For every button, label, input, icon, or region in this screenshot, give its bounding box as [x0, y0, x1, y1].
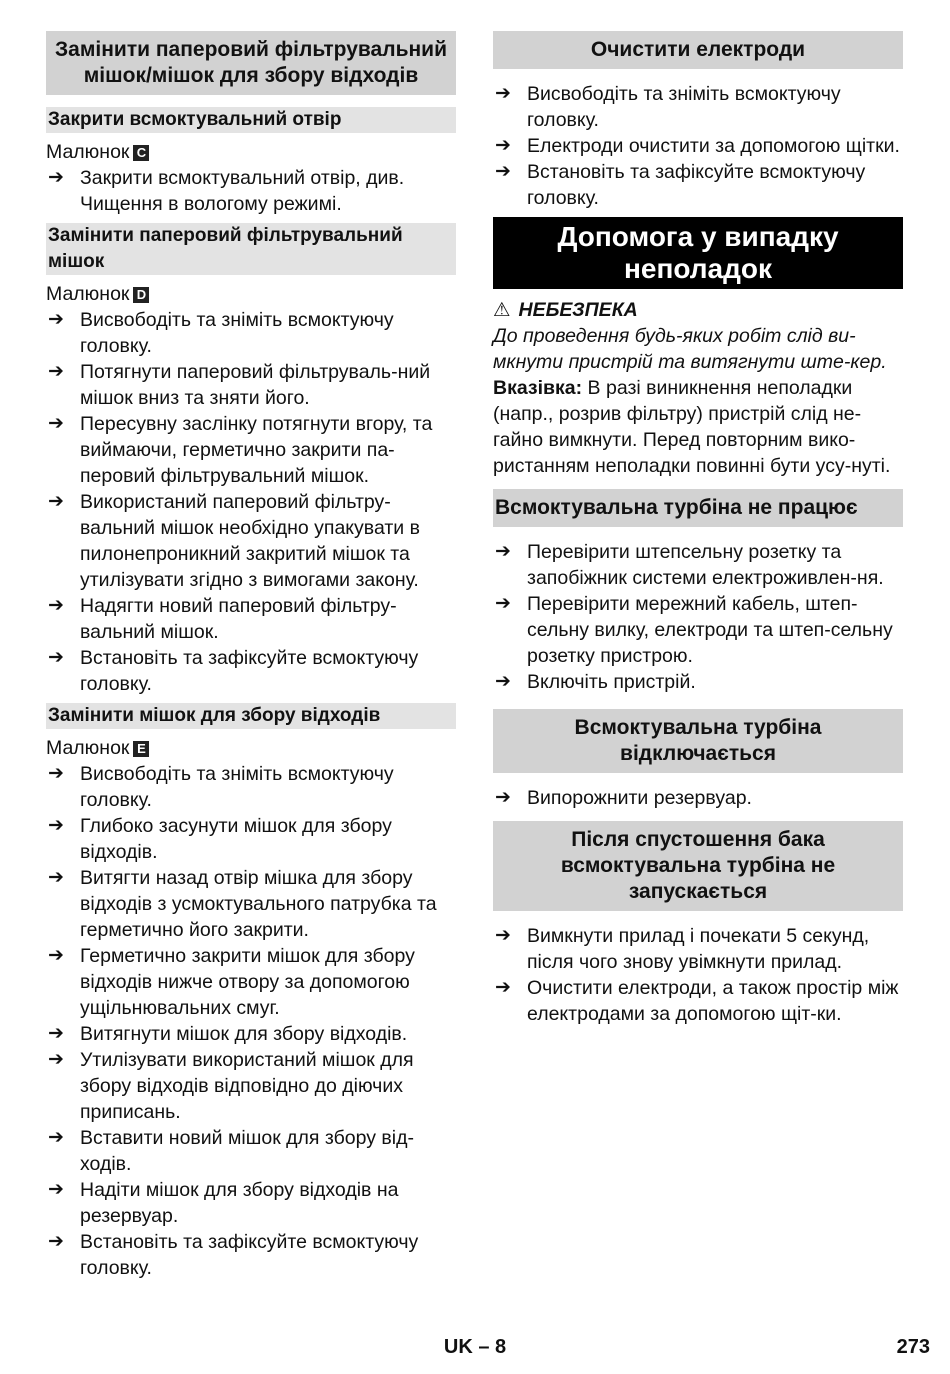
step-text: Перевірити штепсельну розетку та запобіжник системи електроживлен-ня.: [527, 541, 884, 589]
list-item: [46, 489, 456, 593]
arrow-right-icon: ➔: [48, 361, 64, 382]
figure-letter-icon: C: [133, 145, 149, 161]
note-label: Вказівка:: [493, 377, 583, 399]
figure-reference: [46, 281, 456, 307]
list-item: [493, 591, 903, 669]
step-text: Герметично закрити мішок для збору відходів нижче отвору за допомогою ущільнювальних смуг.: [80, 945, 415, 1019]
step-text: Встановіть та зафіксуйте всмоктуючу головку.: [80, 1231, 419, 1279]
step-text: Вимкнути прилад і почекати 5 секунд, після чого знову увімкнути прилад.: [527, 925, 870, 973]
arrow-right-icon: ➔: [495, 671, 511, 692]
steps-list: [493, 81, 903, 211]
arrow-right-icon: ➔: [48, 1049, 64, 1070]
figure-label: Малюнок: [46, 737, 130, 759]
arrow-right-icon: ➔: [48, 763, 64, 784]
list-item: [46, 165, 456, 217]
warning-triangle-icon: ⚠: [493, 299, 511, 321]
arrow-right-icon: ➔: [48, 945, 64, 966]
steps-list: [493, 539, 903, 695]
turbine-off-heading: Всмоктувальна турбіна відключається: [493, 709, 903, 773]
list-item: [46, 1177, 456, 1229]
arrow-right-icon: ➔: [48, 1179, 64, 1200]
section-heading-replace-waste-bag: Замінити мішок для збору відходів: [46, 703, 456, 729]
arrow-right-icon: ➔: [48, 413, 64, 434]
list-item: [493, 133, 903, 159]
step-text: Перевірити мережний кабель, штеп-сельну вилку, електроди та штеп-сельну розетку пристрою.: [527, 593, 893, 667]
step-text: Вставити новий мішок для збору від-ходів.: [80, 1127, 414, 1175]
arrow-right-icon: ➔: [48, 815, 64, 836]
steps-list: [46, 307, 456, 697]
note-text: В разі виникнення неполадки (напр., розрив фільтру) пристрій слід не-гайно вимкнути. Перед повторним вико-ристанням неполадки повинні бути усу-нуті.: [493, 377, 891, 477]
main-heading: Замінити паперовий фільтрувальний мішок/мішок для збору відходів: [46, 31, 456, 95]
arrow-right-icon: ➔: [48, 491, 64, 512]
list-item: [46, 943, 456, 1021]
steps-list: [493, 785, 903, 811]
step-text: Витягнути мішок для збору відходів.: [80, 1023, 408, 1045]
list-item: [46, 1047, 456, 1125]
section-heading-close-intake: Закрити всмоктувальний отвір: [46, 107, 456, 133]
left-column: [46, 31, 456, 1287]
turbine-not-working-heading: Всмоктувальна турбіна не працює: [493, 489, 903, 527]
steps-list: [493, 923, 903, 1027]
list-item: [493, 159, 903, 211]
step-text: Висвободіть та зніміть всмоктуючу головку.: [527, 83, 841, 131]
list-item: [493, 539, 903, 591]
list-item: [46, 1021, 456, 1047]
arrow-right-icon: ➔: [48, 1127, 64, 1148]
step-text: Потягнути паперовий фільтруваль-ний мішок вниз та зняти його.: [80, 361, 431, 409]
note-paragraph: [493, 375, 903, 479]
list-item: [46, 307, 456, 359]
arrow-right-icon: ➔: [48, 1023, 64, 1044]
turbine-no-start-heading: Після спустошення бака всмоктувальна турбіна не запускається: [493, 821, 903, 911]
page-number: 273: [896, 1336, 930, 1358]
arrow-right-icon: ➔: [495, 787, 511, 808]
figure-label: Малюнок: [46, 141, 130, 163]
step-text: Пересувну заслінку потягнути вгору, та виймаючи, герметично закрити па-перовий фільтрувальний мішок.: [80, 413, 433, 487]
arrow-right-icon: ➔: [495, 83, 511, 104]
arrow-right-icon: ➔: [48, 309, 64, 330]
list-item: [46, 411, 456, 489]
figure-letter-icon: D: [133, 287, 149, 303]
arrow-right-icon: ➔: [48, 867, 64, 888]
step-text: Електроди очистити за допомогою щітки.: [527, 135, 900, 157]
list-item: [493, 669, 903, 695]
troubleshooting-heading: Допомога у випадку неполадок: [493, 217, 903, 289]
step-text: Включіть пристрій.: [527, 671, 696, 693]
step-text: Використаний паперовий фільтру-вальний мішок необхідно упакувати в пилонепроникний закритий мішок та утилізувати згідно з вимогами закону.: [80, 491, 420, 591]
list-item: [493, 785, 903, 811]
step-text: Утилізувати використаний мішок для збору відходів відповідно до діючих приписань.: [80, 1049, 414, 1123]
list-item: [493, 81, 903, 133]
arrow-right-icon: ➔: [48, 1231, 64, 1252]
arrow-right-icon: ➔: [495, 977, 511, 998]
list-item: [493, 975, 903, 1027]
right-column: [493, 31, 903, 1033]
step-text: Очистити електроди, а також простір між електродами за допомогою щіт-ки.: [527, 977, 899, 1025]
step-text: Встановіть та зафіксуйте всмоктуючу головку.: [527, 161, 866, 209]
steps-list: [46, 761, 456, 1281]
step-text: Випорожнити резервуар.: [527, 787, 752, 809]
step-text: Надягти новий паперовий фільтру-вальний мішок.: [80, 595, 397, 643]
list-item: [46, 359, 456, 411]
step-text: Надіти мішок для збору відходів на резервуар.: [80, 1179, 399, 1227]
list-item: [493, 923, 903, 975]
arrow-right-icon: ➔: [495, 541, 511, 562]
list-item: [46, 813, 456, 865]
figure-label: Малюнок: [46, 283, 130, 305]
arrow-right-icon: ➔: [495, 161, 511, 182]
list-item: [46, 1125, 456, 1177]
figure-reference: [46, 139, 456, 165]
section-heading-replace-filter-bag: Замінити паперовий фільтрувальний мішок: [46, 223, 456, 275]
arrow-right-icon: ➔: [48, 595, 64, 616]
step-text: Висвободіть та зніміть всмоктуючу головку.: [80, 763, 394, 811]
step-text: Глибоко засунути мішок для збору відходів.: [80, 815, 392, 863]
figure-letter-icon: E: [133, 741, 149, 757]
page-label: UK – 8: [443, 1336, 507, 1358]
danger-label: НЕБЕЗПЕКА: [518, 299, 638, 321]
list-item: [46, 865, 456, 943]
steps-list: [46, 165, 456, 217]
step-text: Встановіть та зафіксуйте всмоктуючу головку.: [80, 647, 419, 695]
arrow-right-icon: ➔: [48, 167, 64, 188]
step-text: Закрити всмоктувальний отвір, див. Чищення в вологому режимі.: [80, 167, 405, 215]
step-text: Витягти назад отвір мішка для збору відходів з усмоктувального патрубка та герметично його закрити.: [80, 867, 437, 941]
list-item: [46, 1229, 456, 1281]
list-item: [46, 645, 456, 697]
danger-text: До проведення будь-яких робіт слід ви-мкнути пристрій та витягнути ште-кер.: [493, 325, 887, 373]
clean-electrodes-heading: Очистити електроди: [493, 31, 903, 69]
figure-reference: [46, 735, 456, 761]
arrow-right-icon: ➔: [48, 647, 64, 668]
arrow-right-icon: ➔: [495, 925, 511, 946]
arrow-right-icon: ➔: [495, 593, 511, 614]
step-text: Висвободіть та зніміть всмоктуючу головку.: [80, 309, 394, 357]
list-item: [46, 593, 456, 645]
danger-warning: [493, 297, 903, 323]
list-item: [46, 761, 456, 813]
arrow-right-icon: ➔: [495, 135, 511, 156]
